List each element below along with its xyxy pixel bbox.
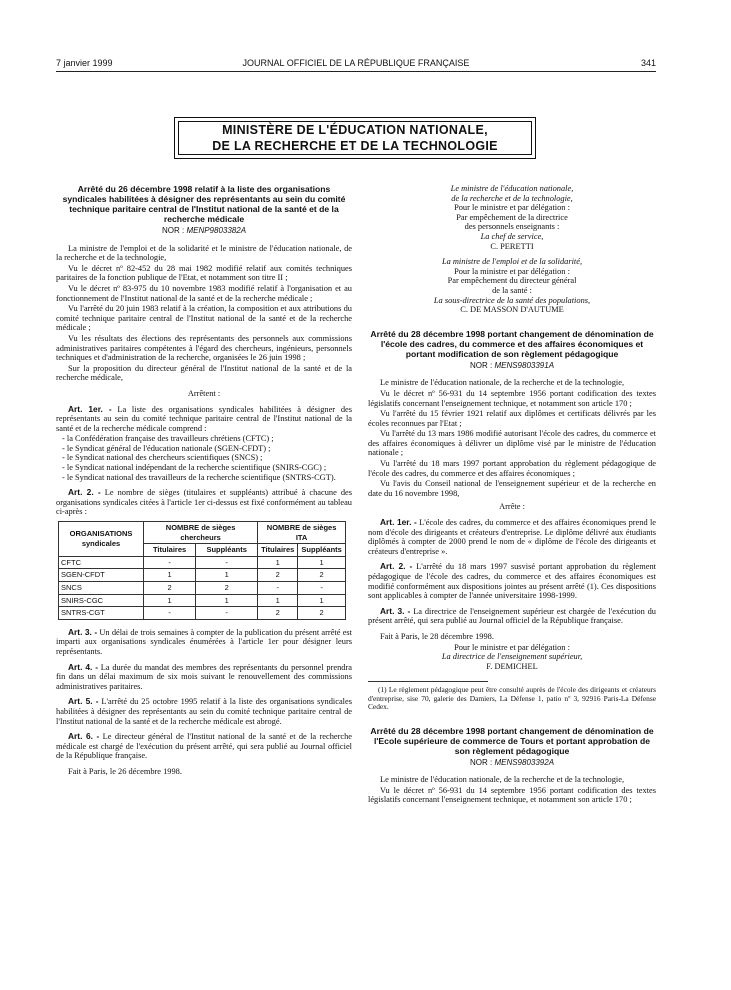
decree-title: Arrêté du 28 décembre 1998 portant changement de dénomination de l'Ecole supérieure de commerce de Tours et portant approbation de son règlement pédagogique (370, 725, 654, 756)
article-2-text: L'arrêté du 18 mars 1997 susvisé portant approbation du règlement pédagogique de l'école des cadres, du commerce et des affaires économiques est modifié conformément aux dispositions jointes au présent arrêté (1). Ces dispositions sont applicables à compter de l'année universitaire 1998-1999. (368, 562, 656, 601)
arrete-heading: Arrête : (499, 502, 525, 512)
list-item: - le Syndicat national des travailleurs de la recherche scientifique (SNTRS-CGT). (62, 472, 336, 482)
cell-value: 1 (258, 594, 298, 607)
signature-block-1 (368, 184, 656, 251)
article-3-text: Un délai de trois semaines à compter de la publication du présent arrêté est imparti aux organisations syndicales énumérées à l'article 1er pour désigner leurs représentants. (56, 627, 353, 656)
table-row (59, 582, 346, 595)
article-3-text: La directrice de l'enseignement supérieur est chargée de l'exécution du présent arrêté, qui sera publié au Journal officiel de la République française. (368, 606, 656, 626)
decree-title: Arrêté du 28 décembre 1998 portant changement de dénomination de l'école des cadres, du commerce et des affaires économiques et portant modification de son règlement pédagogique (370, 328, 654, 359)
footnote: (1) Le règlement pédagogique peut être consulté auprès de l'école des dirigeants et créateurs d'entreprise, sise 70, galerie des Damiers, La Défense 1, patio nº 3, 92916 Paris-La Défense Cedex. (368, 685, 656, 712)
cell-value: 1 (298, 594, 346, 607)
nor-label: NOR : (469, 757, 493, 767)
cell-value: 2 (196, 582, 258, 595)
decree-intro: Le ministre de l'éducation nationale, de la recherche et de la technologie, (380, 378, 625, 388)
signature-date: Fait à Paris, le 28 décembre 1998. (380, 631, 494, 641)
article-6-label: Art. 6. - (68, 731, 100, 742)
header-rule (56, 71, 656, 72)
signature-line: de la recherche et de la technologie, (451, 193, 573, 203)
decree-intro: La ministre de l'emploi et de la solidarité et le ministre de l'éducation nationale, de la recherche et de la technologie, (56, 243, 352, 263)
union-list (56, 434, 352, 482)
signature-line: Pour la ministre et par délégation : (454, 266, 570, 276)
article-4-text: La durée du mandat des membres des représentants du personnel prendra fin dans un délai maximum de six mois suivant le renouvellement des commissions administratives paritaires. (56, 662, 352, 691)
cell-value: - (196, 607, 258, 620)
article-5 (56, 697, 352, 726)
signature-date: Fait à Paris, le 26 décembre 1998. (68, 766, 182, 776)
article-2 (56, 488, 352, 517)
article-4 (56, 663, 352, 692)
header-journal-title: JOURNAL OFFICIEL DE LA RÉPUBLIQUE FRANÇAISE (242, 58, 470, 68)
article-1-label: Art. 1er. - (68, 403, 112, 414)
signatory-name: C. DE MASSON D'AUTUME (460, 305, 564, 315)
cell-value: 2 (144, 582, 196, 595)
cell-organisation: SNTRS-CGT (59, 607, 144, 620)
header-sieges-ita: NOMBRE de sièges ITA (258, 522, 346, 544)
signature-line: Par empêchement du directeur général (447, 276, 577, 286)
signatory-name: C. PERETTI (490, 241, 534, 251)
article-1 (56, 405, 352, 434)
decree-nor (56, 226, 352, 236)
cell-value: 1 (144, 569, 196, 582)
header-organisations: ORGANISATIONS syndicales (59, 522, 144, 557)
decree-nor (368, 361, 656, 371)
article-2-text: Le nombre de sièges (titulaires et suppléants) attribué à chacune des organisations syndicales citées à l'article 1er ci-dessus est fixé conformément au tableau ci-après : (56, 488, 352, 517)
article-3 (368, 607, 656, 626)
article-1-label: Art. 1er. - (380, 517, 417, 528)
signatory-name: F. DEMICHEL (486, 661, 538, 671)
visa: Vu le décret nº 83-975 du 10 novembre 1983 modifié relatif à l'organisation et au fonctionnement de l'Institut national de la santé et de la recherche médicale ; (56, 283, 352, 303)
signature-line: Pour le ministre et par délégation : (454, 642, 570, 652)
header-date: 7 janvier 1999 (56, 58, 113, 68)
signature-line: La sous-directrice de la santé des populations, (433, 295, 591, 305)
article-1-text: La liste des organisations syndicales habilitées à désigner des représentants au sein du comité technique paritaire central de l'Institut national de la santé et de la recherche médicale comprend : (56, 404, 352, 433)
article-2 (368, 562, 656, 600)
signature-line: des personnels enseignants : (464, 222, 560, 232)
header-sieges-chercheurs: NOMBRE de sièges chercheurs (144, 522, 258, 544)
header-suppleants: Suppléants (196, 544, 258, 557)
article-5-label: Art. 5. - (68, 696, 99, 707)
article-4-label: Art. 4. - (68, 661, 99, 672)
ministry-banner-line2: DE LA RECHERCHE ET DE LA TECHNOLOGIE (212, 139, 498, 153)
visa: Vu le décret nº 82-452 du 28 mai 1982 modifié relatif aux comités techniques paritaires de la fonction publique de l'Etat, et notamment son titre II ; (56, 263, 352, 283)
visa: Sur la proposition du directeur général de l'Institut national de la santé et de la recherche médicale, (56, 363, 352, 383)
signature-block-2 (368, 257, 656, 315)
left-column (56, 184, 352, 778)
article-3-label: Art. 3. - (380, 605, 411, 616)
header-titulaires: Titulaires (144, 544, 196, 557)
visa: Vu l'arrêté du 15 février 1921 relatif aux diplômes et certificats délivrés par les écoles reconnues par l'Etat ; (368, 409, 656, 428)
ministry-banner-line1: MINISTÈRE DE L'ÉDUCATION NATIONALE, (222, 123, 488, 137)
visa: Vu le décret nº 56-931 du 14 septembre 1956 portant codification des textes législatifs concernant l'enseignement technique, et notamment son article 170 ; (368, 388, 656, 408)
header-page-number: 341 (640, 58, 656, 68)
signature-line: Le ministre de l'éducation nationale, (450, 184, 574, 193)
cell-value: 1 (144, 594, 196, 607)
cell-value: 1 (298, 556, 346, 569)
cell-value: - (196, 556, 258, 569)
cell-value: 2 (258, 569, 298, 582)
list-item: - la Confédération française des travailleurs chrétiens (CFTC) ; (62, 434, 274, 444)
page-header (56, 58, 656, 70)
article-6 (56, 732, 352, 761)
nor-label: NOR : (469, 360, 493, 370)
list-item: - le Syndicat national des chercheurs scientifiques (SNCS) ; (62, 453, 263, 463)
table-row (59, 594, 346, 607)
table-row (59, 569, 346, 582)
cell-value: 2 (258, 607, 298, 620)
ministry-banner (174, 117, 536, 159)
visa: Vu l'arrêté du 13 mars 1986 modifié autorisant l'école des cadres, du commerce et des affaires économiques à délivrer un diplôme visé par le ministre de l'éducation nationale ; (368, 429, 656, 458)
cell-value: 1 (196, 594, 258, 607)
cell-organisation: SNIRS-CGC (59, 594, 144, 607)
cell-value: 1 (258, 556, 298, 569)
signature-line: Pour le ministre et par délégation : (454, 203, 570, 213)
cell-organisation: SGEN-CFDT (59, 569, 144, 582)
table-row (59, 607, 346, 620)
article-1-text: L'école des cadres, du commerce et des affaires économiques prend le nom d'école des dirigeants et créateurs d'entreprise. Le diplôme délivré aux étudiants diplômés à compter de 2000 prend le nom de « diplôme de l'école des dirigeants et créateurs d'entreprise ». (368, 518, 657, 556)
article-1 (368, 518, 656, 556)
signature-line: La directrice de l'enseignement supérieur, (441, 652, 583, 662)
nor-code: MENS9803392A (494, 757, 555, 767)
list-item: - le Syndicat national indépendant de la recherche scientifique (SNIRS-CGC) ; (62, 463, 327, 473)
nor-label: NOR : (161, 226, 185, 235)
signature-line: La ministre de l'emploi et de la solidarité, (441, 257, 583, 267)
table-row (59, 556, 346, 569)
article-2-label: Art. 2. - (380, 561, 413, 572)
cell-value: 1 (196, 569, 258, 582)
visa: Vu le décret nº 56-931 du 14 septembre 1956 portant codification des textes législatifs concernant l'enseignement technique, et notamment son article 170 ; (368, 785, 656, 805)
visa: Vu l'arrêté du 20 juin 1983 relatif à la création, la composition et aux attributions du comité technique paritaire central de l'Institut national de la santé et de la recherche médicale ; (56, 304, 352, 333)
nor-code: MENP9803382A (186, 226, 247, 235)
seats-table (58, 521, 346, 620)
decree-intro: Le ministre de l'éducation nationale, de la recherche et de la technologie, (380, 775, 625, 785)
nor-code: MENS9803391A (494, 360, 555, 370)
article-3-label: Art. 3. - (68, 626, 98, 637)
article-2-label: Art. 2. - (68, 487, 101, 498)
cell-value: - (258, 582, 298, 595)
visa: Vu l'arrêté du 18 mars 1997 portant approbation du règlement pédagogique de l'école des cadres, du commerce et des affaires économiques ; (368, 459, 656, 478)
signature-line: de la santé : (492, 285, 532, 295)
right-column (368, 184, 656, 806)
header-titulaires: Titulaires (258, 544, 298, 557)
arretent-heading: Arrêtent : (187, 388, 221, 398)
signature-line: La chef de service, (480, 231, 544, 241)
cell-value: - (144, 607, 196, 620)
visa: Vu l'avis du Conseil national de l'enseignement supérieur et de la recherche en date du 16 novembre 1998, (368, 479, 656, 498)
cell-value: 2 (298, 607, 346, 620)
article-3 (56, 628, 352, 657)
article-5-text: L'arrêté du 25 octobre 1995 relatif à la liste des organisations syndicales habilitées à désigner des représentants au sein du comité technique paritaire central de l'Institut national de la santé et de la recherche médicale est abrogé. (56, 697, 352, 726)
signature-block-3 (368, 643, 656, 672)
cell-value: - (298, 582, 346, 595)
cell-organisation: CFTC (59, 556, 144, 569)
cell-value: 2 (298, 569, 346, 582)
article-6-text: Le directeur général de l'Institut national de la santé et de la recherche médicale est chargé de l'exécution du présent arrêté, qui sera publié au Journal officiel de la République française. (56, 732, 353, 761)
cell-value: - (144, 556, 196, 569)
decree-nor (368, 758, 656, 768)
decree-title: Arrêté du 26 décembre 1998 relatif à la liste des organisations syndicales habilitées à désigner des représentants au sein du comité technique paritaire central de l'Institut national de la santé et de la recherche médicale (62, 184, 346, 224)
visa: Vu les résultats des élections des représentants des personnels aux commissions administratives paritaires compétentes à l'égard des chercheurs, ingénieurs, personnels techniques et d'administration de la recherche, organisées le 26 juin 1998 ; (56, 333, 352, 363)
list-item: - le Syndicat général de l'éducation nationale (SGEN-CFDT) ; (62, 443, 271, 453)
cell-organisation: SNCS (59, 582, 144, 595)
signature-line: Par empêchement de la directrice (456, 212, 568, 222)
header-suppleants: Suppléants (298, 544, 346, 557)
